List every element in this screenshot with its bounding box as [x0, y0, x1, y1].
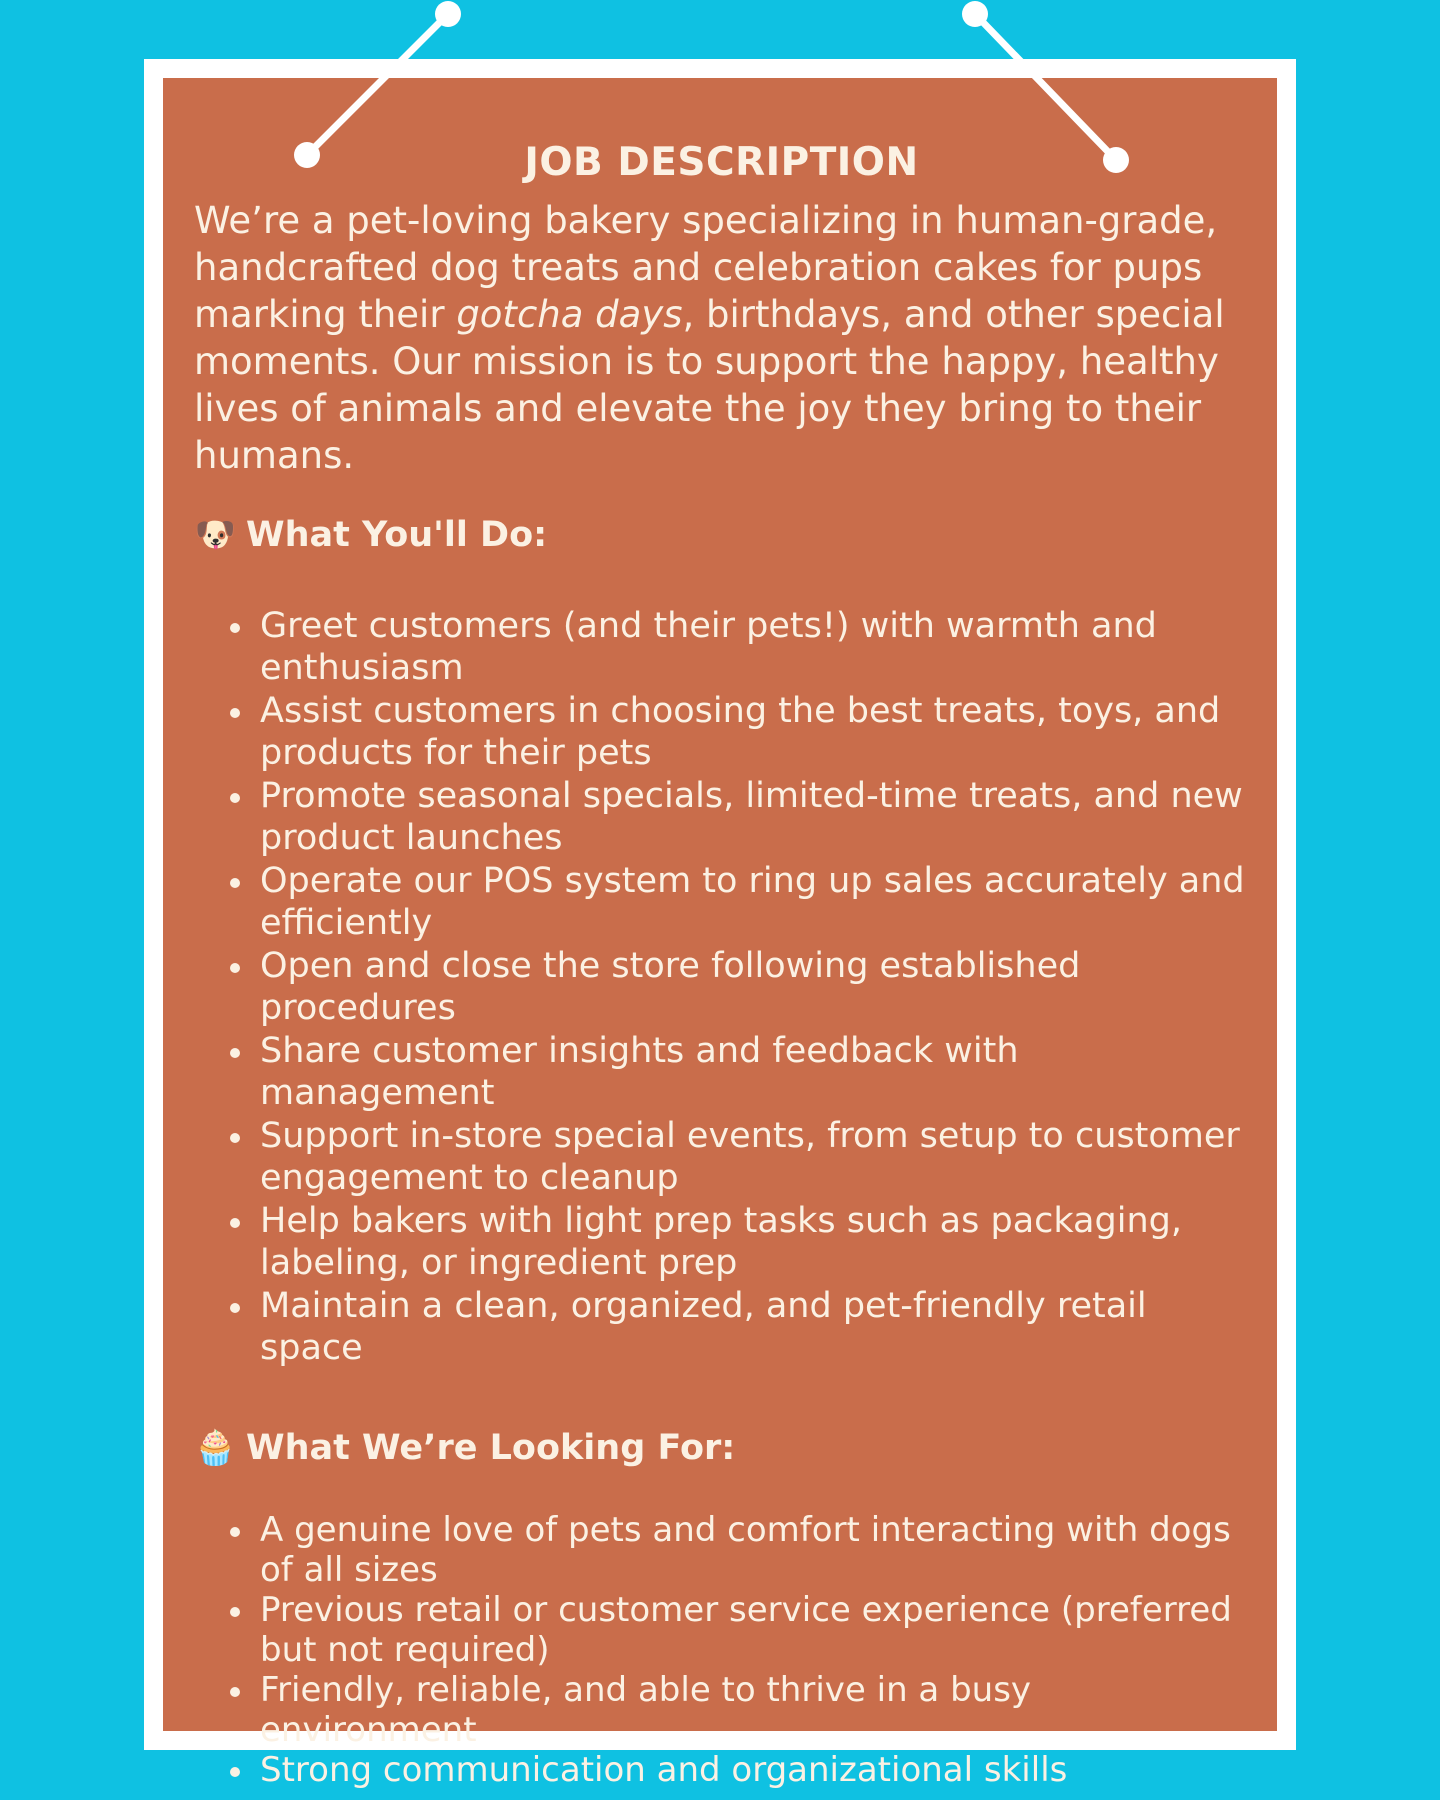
list-item: A genuine love of pets and comfort interacting with dogs of all sizes: [230, 1510, 1249, 1590]
job-description-panel: [163, 78, 1277, 1790]
page-title: JOB DESCRIPTION: [524, 140, 919, 185]
list-item: Friendly, reliable, and able to thrive in a busy environment: [230, 1670, 1249, 1750]
list-item: Maintain a clean, organized, and pet-friendly retail space: [230, 1285, 1249, 1370]
list-item: Support in-store special events, from setup to customer engagement to cleanup: [230, 1115, 1249, 1200]
intro-paragraph: We’re a pet-loving bakery specializing in human-grade, handcrafted dog treats and celebration cakes for pups marking their gotcha days, birthdays, and other special moments. Our mission is to support the happy, healthy lives of animals and elevate the joy they bring to their humans.: [194, 198, 1225, 477]
list-item: Help bakers with light prep tasks such as packaging, labeling, or ingredient prep: [230, 1200, 1249, 1285]
list-item: Share customer insights and feedback with management: [230, 1030, 1249, 1115]
duties-list: [194, 605, 1249, 1370]
requirements-list: [194, 1510, 1249, 1790]
duties-heading: [194, 513, 1249, 557]
list-item: Operate our POS system to ring up sales accurately and efficiently: [230, 860, 1249, 945]
requirements-heading: [194, 1426, 1249, 1470]
duties-heading-label: What You'll Do:: [246, 514, 548, 555]
list-item: Greet customers (and their pets!) with warmth and enthusiasm: [230, 605, 1249, 690]
list-item: Assist customers in choosing the best treats, toys, and products for their pets: [230, 690, 1249, 775]
requirements-heading-label: What We’re Looking For:: [246, 1427, 736, 1468]
dog-face-icon: 🐶: [194, 514, 237, 555]
list-item: Open and close the store following established procedures: [230, 945, 1249, 1030]
list-item: Strong communication and organizational skills: [230, 1750, 1249, 1790]
list-item: Promote seasonal specials, limited-time treats, and new product launches: [230, 775, 1249, 860]
cupcake-icon: 🧁: [194, 1427, 237, 1468]
intro-emphasis: gotcha days: [456, 292, 683, 336]
list-item: Previous retail or customer service experience (preferred but not required): [230, 1590, 1249, 1670]
